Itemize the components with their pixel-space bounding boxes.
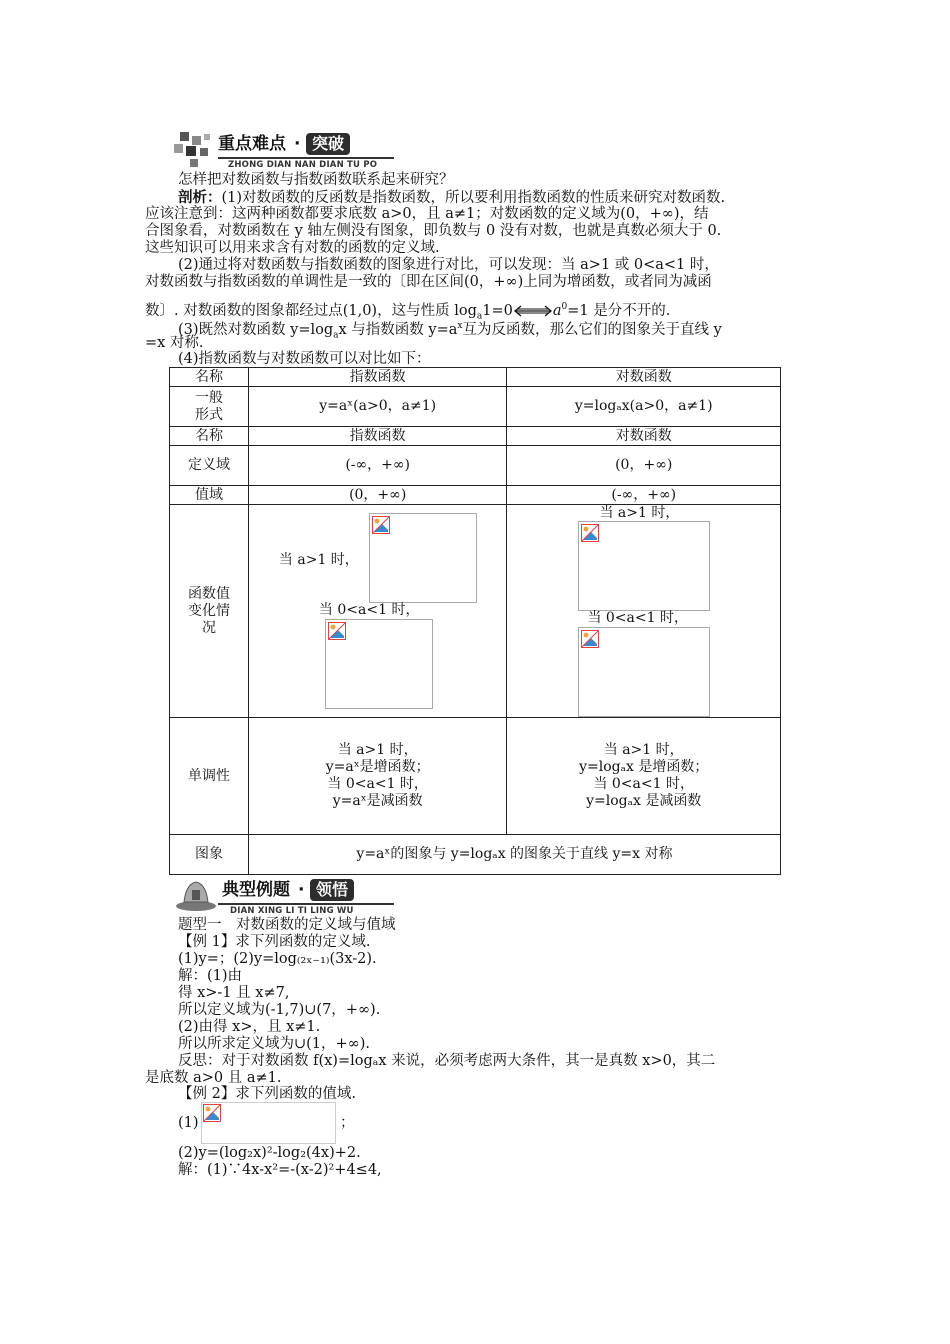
analysis-p3-l2: =x 对称. <box>145 335 204 351</box>
exp-graph-a-gt1-image <box>369 513 477 603</box>
log-mono-4: y=logₐx 是减函数 <box>586 793 702 809</box>
log-mono-2: y=logₐx 是增函数； <box>579 759 709 775</box>
example2-part1-end: ； <box>340 1115 355 1131</box>
table-row <box>170 368 781 387</box>
analysis-p2-l2: 对数函数与指数函数的单调性是一致的〔即在区间(0，+∞)上同为增函数，或者同为减函 <box>145 274 712 290</box>
banner-key-points <box>172 130 394 170</box>
analysis-line1 <box>178 189 725 207</box>
analysis-p1-l3: 合图象看，对数函数在 y 轴左侧没有图象，即负数与 0 没有对数，也就是真数必须大于 0. <box>145 223 722 239</box>
header-exp-2: 指数函数 <box>248 427 507 446</box>
banner2-subtitle: DIAN XING LI TI LING WU <box>230 906 354 916</box>
log-mono-1: 当 a>1 时， <box>603 742 684 758</box>
analysis-p1-l1: (1)对数函数的反函数是指数函数，所以要利用指数函数的性质来研究对数函数. <box>221 190 726 206</box>
table-row <box>170 505 781 718</box>
broken-image-icon <box>203 1104 221 1122</box>
cubes-icon <box>172 130 220 170</box>
banner1-rule <box>218 157 394 159</box>
solution1-l2: 得 x>-1 且 x≠7, <box>178 985 290 1001</box>
log-a-gt1-label: 当 a>1 时， <box>599 505 680 521</box>
exp-mono-3: 当 0<a<1 时， <box>327 776 428 792</box>
log-a-lt1-label: 当 0<a<1 时， <box>587 610 688 626</box>
type1-heading: 题型一 对数函数的定义域与值域 <box>178 917 396 933</box>
p3-part-c: 互为反函数，那么它们的图象关于直线 y <box>462 321 722 338</box>
exp-domain: (-∞，+∞) <box>248 446 507 486</box>
table-row <box>170 835 781 875</box>
header-name: 名称 <box>170 368 249 387</box>
analysis-p1-l2: 应该注意到：这两种函数都要求底数 a>0，且 a≠1；对数函数的定义域为(0，+∞)，结 <box>145 206 709 222</box>
solution1-l1: 解：(1)由 <box>178 968 243 984</box>
log-range: (-∞，+∞) <box>507 486 781 505</box>
example1-parts: (1)y=；(2)y=log₍₂ₓ₋₁₎(3x-2). <box>178 951 377 967</box>
analysis-label: 剖析： <box>178 189 222 206</box>
log-change-cell <box>507 505 781 718</box>
row-graph-label: 图象 <box>170 835 249 875</box>
banner1-pill: 突破 <box>306 133 350 155</box>
row-domain-label: 定义域 <box>170 446 249 486</box>
broken-image-icon <box>581 630 599 648</box>
row-change-label <box>170 505 249 718</box>
exp-mono-1: 当 a>1 时， <box>337 742 418 758</box>
analysis-p2-l1: (2)通过将对数函数与指数函数的图象进行对比，可以发现：当 a>1 或 0<a<1 时， <box>178 257 719 273</box>
row-mono-label: 单调性 <box>170 718 249 835</box>
exp-a-lt1-label: 当 0<a<1 时， <box>318 602 420 618</box>
example2 <box>178 1086 356 1103</box>
example2-part2: (2)y=(log₂x)²-log₂(4x)+2. <box>178 1145 361 1161</box>
p2-l3-part-b: 1=0 <box>482 302 513 319</box>
banner1-dot: · <box>294 134 301 154</box>
example2-formula-image <box>201 1102 336 1144</box>
header-exp: 指数函数 <box>248 368 507 387</box>
p3-part-b: x 与指数函数 y=a <box>338 321 458 338</box>
solution1-l4: (2)由得 x>，且 x≠1. <box>178 1019 321 1035</box>
log-graph-a-lt1-image <box>578 627 710 717</box>
banner2-rule <box>218 903 394 905</box>
log-general: y=logₐx(a>0，a≠1) <box>507 387 781 427</box>
table-row <box>170 427 781 446</box>
p2-l3-part-a: 数〕. 对数函数的图象都经过点(1,0)，这与性质 log <box>145 302 477 319</box>
equivalence-arrow-icon <box>513 304 553 318</box>
example1 <box>178 934 370 951</box>
exp-mono-cell <box>248 718 507 835</box>
p2-l3-part-d: =1 是分不开的. <box>567 302 671 319</box>
exp-change-cell <box>248 505 507 718</box>
analysis-p4: (4)指数函数与对数函数可以对比如下： <box>178 351 431 367</box>
banner2-dot: · <box>298 880 305 900</box>
example1-label: 【例 1】 <box>178 934 236 950</box>
exp-a-gt1-label: 当 a>1 时， <box>278 552 359 568</box>
exp-range: (0，+∞) <box>248 486 507 505</box>
table-row <box>170 387 781 427</box>
table-row <box>170 718 781 835</box>
header-log: 对数函数 <box>507 368 781 387</box>
log-graph-a-gt1-image <box>578 521 710 611</box>
table-row <box>170 486 781 505</box>
header-name-2: 名称 <box>170 427 249 446</box>
banner-examples <box>172 876 394 916</box>
example2-question: 求下列函数的值域. <box>235 1086 356 1102</box>
reflection-l1: 反思：对于对数函数 f(x)=logₐx 来说，必须考虑两大条件，其一是真数 x>0，其二 <box>178 1053 716 1069</box>
analysis-p3-l1 <box>178 318 722 345</box>
banner2-pill: 领悟 <box>310 879 354 901</box>
exp-graph-a-lt1-image <box>325 619 433 709</box>
example1-question: 求下列函数的定义域. <box>235 934 371 950</box>
banner1-subtitle: ZHONG DIAN NAN DIAN TU PO <box>228 160 378 170</box>
p2-l3-part-c: a <box>552 302 562 319</box>
example2-part1-label: (1) <box>178 1115 199 1131</box>
general-label-text: 一般形式 <box>194 389 223 423</box>
solution2-l1: 解：(1)∵4x-x²=-(x-2)²+4≤4, <box>178 1162 382 1178</box>
solution1-l5: 所以所求定义域为∪(1，+∞). <box>178 1036 371 1052</box>
exp-general: y=aˣ(a>0，a≠1) <box>248 387 507 427</box>
analysis-p1-l4: 这些知识可以用来求含有对数的函数的定义域. <box>145 240 440 256</box>
log-mono-cell <box>507 718 781 835</box>
banner2-title: 典型例题 <box>222 880 290 900</box>
banner1-title: 重点难点 <box>218 134 286 154</box>
exp-mono-4: y=aˣ是减函数 <box>332 793 423 809</box>
p3-sup: x <box>457 321 463 331</box>
exp-mono-2: y=aˣ是增函数； <box>325 759 430 775</box>
row-range-label: 值域 <box>170 486 249 505</box>
p2-l3-sub: a <box>476 311 483 322</box>
broken-image-icon <box>328 622 346 640</box>
example2-label: 【例 2】 <box>178 1086 236 1102</box>
p3-sub: a <box>333 330 339 341</box>
table-row <box>170 446 781 486</box>
broken-image-icon <box>581 524 599 542</box>
log-domain: (0，+∞) <box>507 446 781 486</box>
solution1-l3: 所以定义域为(-1,7)∪(7，+∞). <box>178 1002 381 1018</box>
question-text: 怎样把对数函数与指数函数联系起来研究？ <box>178 172 454 188</box>
log-mono-3: 当 0<a<1 时， <box>593 776 694 792</box>
desk-lamp-icon <box>174 876 218 912</box>
graph-relation: y=aˣ的图象与 y=logₐx 的图象关于直线 y=x 对称 <box>248 835 780 875</box>
comparison-table <box>169 367 781 875</box>
header-log-2: 对数函数 <box>507 427 781 446</box>
p2-l3-sup: 0 <box>561 302 568 312</box>
change-label-text: 函数值变化情况 <box>187 585 230 636</box>
row-general-label <box>170 387 249 427</box>
reflection-l2: 是底数 a>0 且 a≠1. <box>145 1070 282 1086</box>
p3-part-a: (3)既然对数函数 y=log <box>178 321 334 338</box>
broken-image-icon <box>372 516 390 534</box>
